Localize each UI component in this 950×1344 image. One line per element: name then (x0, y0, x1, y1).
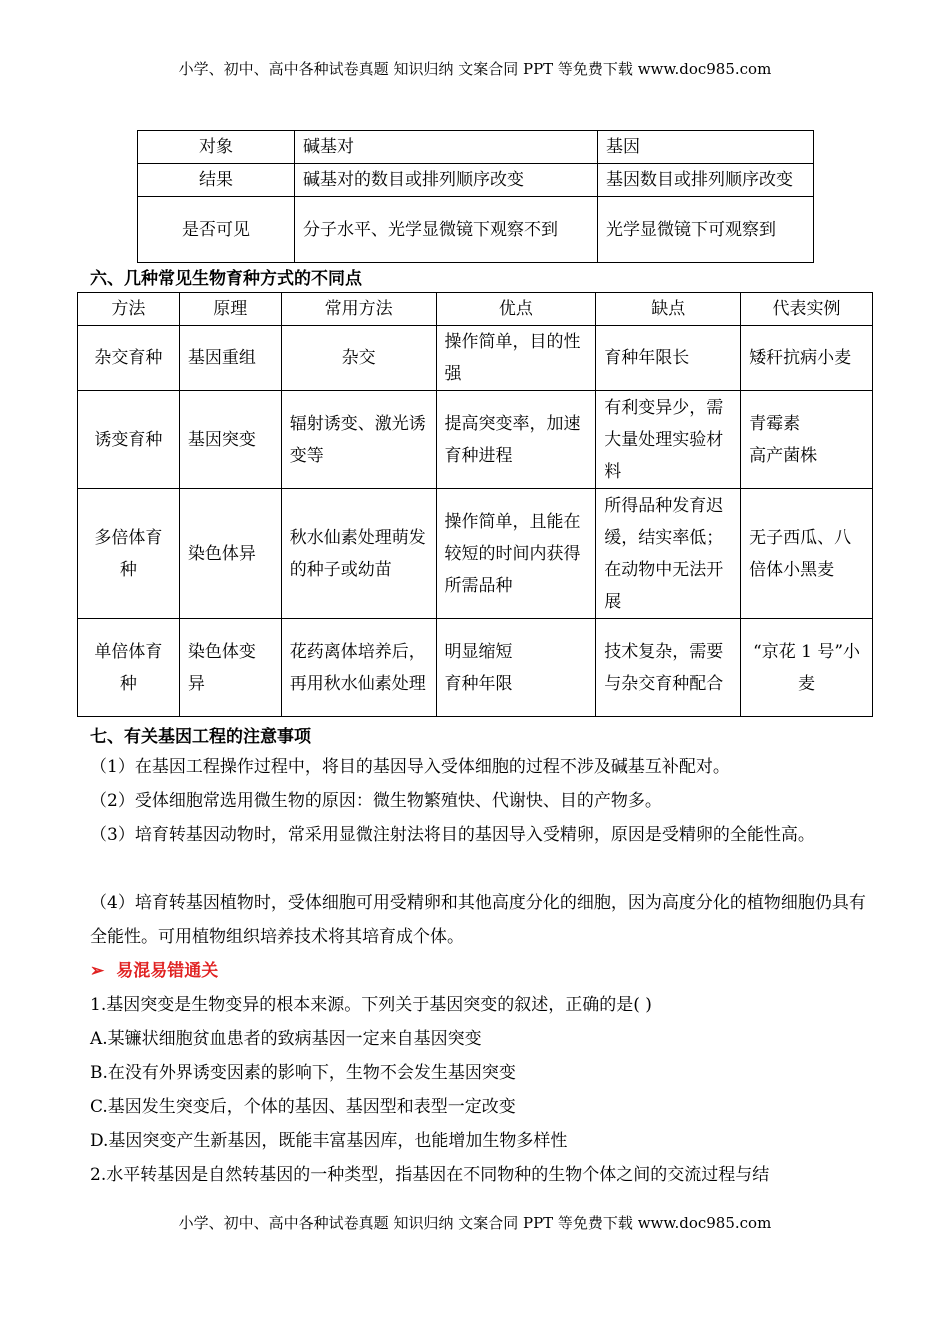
question-2: 2.水平转基因是自然转基因的一种类型，指基因在不同物种的生物个体之间的交流过程与结 (90, 1165, 770, 1185)
table-cell: 对象 (138, 131, 295, 164)
table-cell: 杂交 (281, 326, 436, 391)
table-cell: “京花 1 号”小麦 (741, 619, 873, 717)
table-cell: 青霉素 高产菌株 (741, 391, 873, 489)
table-cell: 秋水仙素处理萌发的种子或幼苗 (281, 489, 436, 619)
option-b: B.在没有外界诱变因素的影响下，生物不会发生基因突变 (90, 1063, 516, 1083)
table-cell: 辐射诱变、激光诱变等 (281, 391, 436, 489)
table-row (78, 619, 873, 717)
table-cell: 碱基对 (295, 131, 598, 164)
table-header-row (78, 293, 873, 326)
table-cell: 技术复杂，需要与杂交育种配合 (596, 619, 741, 717)
table-cell: 基因数目或排列顺序改变 (598, 164, 814, 197)
breeding-methods-table (77, 292, 873, 717)
table-row (78, 489, 873, 619)
table-cell: 花药离体培养后，再用秋水仙素处理 (281, 619, 436, 717)
table-cell: 矮秆抗病小麦 (741, 326, 873, 391)
table-cell: 多倍体育种 (78, 489, 180, 619)
table-cell: 基因 (598, 131, 814, 164)
table-cell: 诱变育种 (78, 391, 180, 489)
mutation-comparison-table (137, 130, 814, 263)
option-a: A.某镰状细胞贫血患者的致病基因一定来自基因突变 (90, 1029, 482, 1049)
table-cell: 操作简单，目的性强 (436, 326, 596, 391)
table-cell: 基因重组 (179, 326, 281, 391)
note-item: （2）受体细胞常选用微生物的原因：微生物繁殖快、代谢快、目的产物多。 (90, 791, 662, 811)
table-header-cell: 常用方法 (281, 293, 436, 326)
table-cell: 结果 (138, 164, 295, 197)
option-d: D.基因突变产生新基因，既能丰富基因库，也能增加生物多样性 (90, 1131, 568, 1151)
table-row (138, 197, 814, 263)
table-cell: 操作简单，且能在较短的时间内获得所需品种 (436, 489, 596, 619)
table-row (138, 131, 814, 164)
table-cell: 基因突变 (179, 391, 281, 489)
table-cell: 分子水平、光学显微镜下观察不到 (295, 197, 598, 263)
table-cell: 所得品种发育迟缓，结实率低；在动物中无法开展 (596, 489, 741, 619)
table-cell: 是否可见 (138, 197, 295, 263)
table-header-cell: 缺点 (596, 293, 741, 326)
option-c: C.基因发生突变后，个体的基因、基因型和表型一定改变 (90, 1097, 516, 1117)
question-1: 1.基因突变是生物变异的根本来源。下列关于基因突变的叙述，正确的是( ) (90, 995, 652, 1015)
page-header: 小学、初中、高中各种试卷真题 知识归纳 文案合同 PPT 等免费下载 www.doc985.com (178, 60, 772, 78)
confusion-heading (90, 954, 870, 988)
table-cell: 无子西瓜、八倍体小黑麦 (741, 489, 873, 619)
table-cell: 光学显微镜下可观察到 (598, 197, 814, 263)
table-header-cell: 原理 (179, 293, 281, 326)
table-cell: 明显缩短 育种年限 (436, 619, 596, 717)
table-header-cell: 代表实例 (741, 293, 873, 326)
page-footer: 小学、初中、高中各种试卷真题 知识归纳 文案合同 PPT 等免费下载 www.doc985.com (178, 1214, 772, 1232)
table-cell: 提高突变率，加速育种进程 (436, 391, 596, 489)
table-header-cell: 方法 (78, 293, 180, 326)
table-cell: 有利变异少，需大量处理实验材料 (596, 391, 741, 489)
section-7-heading: 七、有关基因工程的注意事项 (90, 727, 311, 747)
table-cell: 育种年限长 (596, 326, 741, 391)
table-row (138, 164, 814, 197)
section-6-heading: 六、几种常见生物育种方式的不同点 (90, 269, 362, 289)
confusion-title: 易混易错通关 (116, 961, 219, 981)
table-cell: 单倍体育种 (78, 619, 180, 717)
note-item: （4）培育转基因植物时，受体细胞可用受精卵和其他高度分化的细胞，因为高度分化的植物细胞仍具有全能性。可用植物组织培养技术将其培育成个体。 (90, 893, 866, 947)
table-row (78, 326, 873, 391)
table-row (78, 391, 873, 489)
arrow-icon: ➢ (90, 961, 105, 981)
table-cell: 杂交育种 (78, 326, 180, 391)
table-cell: 碱基对的数目或排列顺序改变 (295, 164, 598, 197)
table-cell: 染色体异 (179, 489, 281, 619)
note-item: （3）培育转基因动物时，常采用显微注射法将目的基因导入受精卵，原因是受精卵的全能性高。 (90, 825, 815, 845)
note-item: （1）在基因工程操作过程中，将目的基因导入受体细胞的过程不涉及碱基互补配对。 (90, 757, 730, 777)
table-header-cell: 优点 (436, 293, 596, 326)
table-cell: 染色体变异 (179, 619, 281, 717)
